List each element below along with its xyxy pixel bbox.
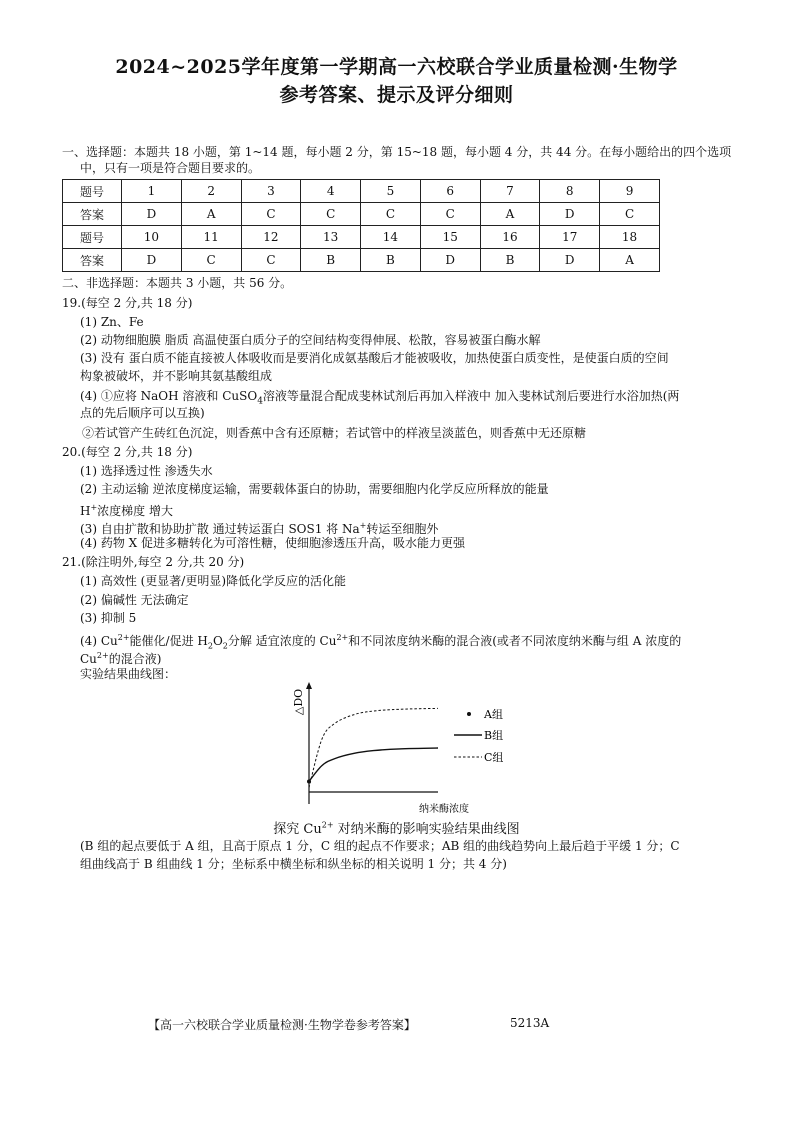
q19-line3: (3) 没有 蛋白质不能直接被人体吸收而是要消化成氨基酸后才能被吸收，加热使蛋白质变性，是使蛋白质的空间 — [80, 351, 669, 365]
q21-line4-text-c: O — [212, 634, 223, 648]
q19-line6: 点的先后顺序可以互换) — [80, 406, 205, 420]
table-cell: D — [540, 203, 600, 226]
subscript: 4 — [257, 396, 263, 407]
y-axis-label: △DO — [292, 688, 305, 716]
q21-line6: 实验结果曲线图： — [80, 667, 177, 681]
table-cell: A — [600, 249, 660, 272]
table-cell: B — [480, 249, 540, 272]
q21-line4-text-d: 分解 适宜浓度的 Cu — [227, 634, 337, 648]
q20-line4-text-a: (3) 自由扩散和协助扩散 通过转运蛋白 SOS1 将 Na — [80, 522, 360, 536]
q21-line3: (3) 抑制 5 — [80, 611, 137, 625]
superscript: 2+ — [117, 633, 130, 642]
q20-line3-text-a: H — [80, 504, 91, 518]
table-cell: C — [181, 249, 241, 272]
table-row — [63, 180, 660, 203]
superscript: 2+ — [321, 820, 334, 830]
row-label: 题号 — [63, 180, 122, 203]
q20-line4-text-b: 转运至细胞外 — [366, 522, 439, 536]
q19-head: 19.(每空 2 分,共 18 分) — [62, 296, 193, 310]
row-label: 题号 — [63, 226, 122, 249]
q20-line3-text-b: 浓度梯度 增大 — [97, 504, 173, 518]
table-cell: D — [122, 249, 182, 272]
table-cell: 12 — [241, 226, 301, 249]
table-cell: 11 — [181, 226, 241, 249]
legend-c-label: C组 — [484, 751, 504, 764]
table-cell: 3 — [241, 180, 301, 203]
table-cell: C — [301, 203, 361, 226]
scoring-note-line1: (B 组的起点要低于 A 组，且高于原点 1 分，C 组的起点不作要求；AB 组的曲线趋势向上最后趋于平缓 1 分；C — [80, 839, 680, 853]
q21-line1: (1) 高效性 (更显著/更明显)降低化学反应的活化能 — [80, 574, 347, 588]
q19-line5-text-a: (4) ①应将 NaOH 溶液和 CuSO — [80, 389, 258, 403]
table-cell: 7 — [480, 180, 540, 203]
q21-line4-text-b: 能催化/促进 H — [129, 634, 208, 648]
q20-head: 20.(每空 2 分,共 18 分) — [62, 445, 193, 459]
table-cell: B — [361, 249, 421, 272]
section1-intro-line2: 中，只有一项是符合题目要求的。 — [80, 161, 261, 175]
y-axis-arrow — [306, 682, 312, 689]
table-cell: A — [181, 203, 241, 226]
table-cell: 16 — [480, 226, 540, 249]
table-cell: 8 — [540, 180, 600, 203]
q20-line1: (1) 选择透过性 渗透失水 — [80, 464, 213, 478]
section1-intro-line1: 一、选择题：本题共 18 小题，第 1~14 题，每小题 2 分，第 15~18 题，每小题 4 分，共 44 分。在每小题给出的四个选项 — [62, 145, 732, 159]
q21-line4 — [80, 630, 681, 653]
q20-line4 — [80, 518, 438, 537]
caption-text-b: 对纳米酶的影响实验结果曲线图 — [333, 822, 520, 837]
q21-line4-text-e: 和不同浓度纳米酶的混合液(或者不同浓度纳米酶与组 A 浓度的 — [348, 634, 682, 648]
x-axis-label: 纳米酶浓度 — [419, 804, 469, 815]
legend-a-marker — [467, 712, 471, 716]
series-point-a — [307, 779, 311, 783]
table-cell: D — [420, 249, 480, 272]
table-row — [63, 226, 660, 249]
table-cell: 6 — [420, 180, 480, 203]
table-cell: 15 — [420, 226, 480, 249]
superscript: + — [90, 503, 98, 512]
table-cell: 9 — [600, 180, 660, 203]
table-cell: D — [122, 203, 182, 226]
table-cell: C — [361, 203, 421, 226]
table-cell: C — [420, 203, 480, 226]
table-cell: 2 — [181, 180, 241, 203]
chart-caption — [0, 818, 793, 837]
footer-code: 5213A — [510, 1016, 550, 1030]
q21-line2: (2) 偏碱性 无法确定 — [80, 593, 189, 607]
superscript: + — [359, 521, 367, 530]
q21-line5-text-b: 的混合液) — [108, 652, 162, 666]
q19-line1: (1) Zn、Fe — [80, 315, 144, 329]
q21-line5 — [80, 648, 161, 667]
q21-head: 21.(除注明外,每空 2 分,共 20 分) — [62, 555, 245, 569]
table-cell: 13 — [301, 226, 361, 249]
q21-line4-text-a: (4) Cu — [80, 634, 118, 648]
legend-a-label: A组 — [484, 708, 503, 721]
scoring-note-line2: 组曲线高于 B 组曲线 1 分；坐标系中横坐标和纵坐标的相关说明 1 分；共 4 分) — [80, 857, 507, 871]
table-cell: 10 — [122, 226, 182, 249]
result-curve-chart — [288, 680, 528, 818]
row-label: 答案 — [63, 203, 122, 226]
series-line-b — [309, 748, 438, 781]
subscript: 2 — [207, 641, 213, 651]
table-cell: A — [480, 203, 540, 226]
subscript: 2 — [222, 641, 228, 651]
table-cell: 5 — [361, 180, 421, 203]
table-cell: C — [241, 203, 301, 226]
superscript: 2+ — [96, 651, 109, 660]
q19-line5-text-b: 溶液等量混合配成斐林试剂后再加入样液中 加入斐林试剂后要进行水浴加热(两 — [262, 389, 680, 403]
q20-line3 — [80, 500, 173, 519]
table-cell: 1 — [122, 180, 182, 203]
caption-text-a: 探究 Cu — [273, 822, 322, 837]
row-label: 答案 — [63, 249, 122, 272]
page-title: 2024~2025学年度第一学期高一六校联合学业质量检测·生物学 — [115, 56, 678, 78]
page-subtitle: 参考答案、提示及评分细则 — [279, 84, 514, 106]
table-cell: B — [301, 249, 361, 272]
q20-line5: (4) 药物 X 促进多糖转化为可溶性糖，使细胞渗透压升高，吸水能力更强 — [80, 536, 465, 550]
table-cell: C — [241, 249, 301, 272]
q21-line5-text-a: Cu — [80, 652, 97, 666]
section2-intro: 二、非选择题：本题共 3 小题，共 56 分。 — [62, 276, 293, 290]
table-cell: 18 — [600, 226, 660, 249]
superscript: 2+ — [336, 633, 349, 642]
table-cell: 4 — [301, 180, 361, 203]
table-cell: 17 — [540, 226, 600, 249]
table-cell: D — [540, 249, 600, 272]
q20-line2: (2) 主动运输 逆浓度梯度运输，需要载体蛋白的协助，需要细胞内化学反应所释放的能量 — [80, 482, 549, 496]
table-cell: C — [600, 203, 660, 226]
table-row — [63, 249, 660, 272]
q19-line4: 构象被破坏，并不影响其氨基酸组成 — [80, 369, 273, 383]
answer-table — [62, 179, 660, 272]
q19-line2: (2) 动物细胞膜 脂质 高温使蛋白质分子的空间结构变得伸展、松散，容易被蛋白酶水解 — [80, 333, 541, 347]
legend-b-label: B组 — [484, 729, 504, 742]
table-cell: 14 — [361, 226, 421, 249]
q19-line7: ②若试管产生砖红色沉淀，则香蕉中含有还原糖；若试管中的样液呈淡蓝色，则香蕉中无还原糖 — [82, 426, 587, 440]
table-row — [63, 203, 660, 226]
footer-title: 【高一六校联合学业质量检测·生物学卷参考答案】 — [148, 1018, 416, 1032]
